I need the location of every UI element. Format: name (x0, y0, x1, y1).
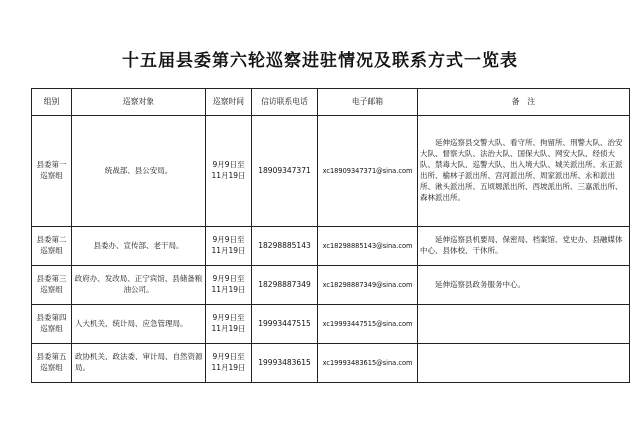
table-row (32, 305, 630, 344)
table-row (32, 266, 630, 305)
column-header-note: 备 注 (418, 89, 630, 116)
phone-number: 18298887349 (258, 279, 311, 289)
note-cell (418, 344, 630, 383)
group-cell (32, 344, 72, 383)
column-header-target: 巡察对象 (72, 89, 206, 116)
inspection-table (31, 88, 630, 383)
email-address: xc18298887349@sina.com (322, 280, 413, 289)
note-cell (418, 227, 630, 266)
email-cell (318, 266, 418, 305)
email-cell (318, 227, 418, 266)
time-line: 11月19日 (211, 324, 246, 333)
target-cell: 统战部、县公安局。 (72, 116, 206, 227)
group-line: 县委第三 (36, 274, 67, 284)
email-address: xc18909347371@sina.com (322, 166, 413, 175)
phone-number: 18298885143 (258, 240, 311, 250)
column-header-time: 巡察时间 (206, 89, 252, 116)
time-cell (206, 344, 252, 383)
group-cell (32, 266, 72, 305)
time-cell (206, 266, 252, 305)
time-cell (206, 305, 252, 344)
note-text: 延伸巡察县交警大队、看守所、拘留所、刑警大队、治安大队、督察大队、法治大队、国保大队、网安大队、经侦大队、禁毒大队、巡警大队、出入境大队、城关派出所、永正派出所、榆林子派出所、宫河派出所、周家派出所、永和派出所、湫头派出所、五顷塬派出所、西坡派出所、三嘉派出所、森林派出所。 (420, 138, 623, 202)
group-line: 巡察组 (40, 324, 63, 333)
note-cell (418, 116, 630, 227)
group-cell (32, 305, 72, 344)
group-line: 巡察组 (40, 363, 63, 372)
phone-cell (252, 266, 318, 305)
phone-number: 19993447515 (258, 318, 311, 328)
group-line: 巡察组 (40, 171, 63, 180)
column-header-email: 电子邮箱 (318, 89, 418, 116)
email-cell (318, 116, 418, 227)
target-cell: 政府办、发改局、正宁宾馆、县储备粮油公司。 (72, 266, 206, 305)
email-cell (318, 344, 418, 383)
table-header-row (32, 89, 630, 116)
column-header-phone: 信访联系电话 (252, 89, 318, 116)
phone-number: 19993483615 (258, 357, 311, 367)
table-row (32, 227, 630, 266)
page-title: 十五届县委第六轮巡察进驻情况及联系方式一览表 (122, 51, 518, 71)
group-cell (32, 116, 72, 227)
time-line: 9月9日至 (212, 235, 245, 245)
time-line: 9月9日至 (212, 160, 245, 170)
target-cell: 人大机关、统计局、应急管理局。 (72, 305, 206, 344)
group-line: 县委第一 (36, 160, 67, 170)
time-line: 11月19日 (211, 363, 246, 372)
time-line: 9月9日至 (212, 274, 245, 284)
table-row (32, 116, 630, 227)
phone-cell (252, 227, 318, 266)
time-line: 11月19日 (211, 171, 246, 180)
email-address: xc19993483615@sina.com (322, 358, 413, 367)
note-cell (418, 266, 630, 305)
phone-cell (252, 344, 318, 383)
table-row (32, 344, 630, 383)
time-cell (206, 116, 252, 227)
time-line: 9月9日至 (212, 313, 245, 323)
email-address: xc19993447515@sina.com (322, 319, 413, 328)
time-line: 11月19日 (211, 285, 246, 294)
phone-cell (252, 305, 318, 344)
note-cell (418, 305, 630, 344)
group-line: 县委第四 (36, 313, 67, 323)
group-line: 县委第二 (36, 235, 67, 245)
time-line: 9月9日至 (212, 352, 245, 362)
group-cell (32, 227, 72, 266)
group-line: 县委第五 (36, 352, 67, 362)
note-text: 延伸巡察县机要局、保密局、档案馆、党史办、县融媒体中心、县体校、干休所。 (420, 235, 623, 255)
group-line: 巡察组 (40, 285, 63, 294)
target-cell: 政协机关、政法委、审计局、自然资源局。 (72, 344, 206, 383)
email-address: xc18298885143@sina.com (322, 241, 413, 250)
phone-cell (252, 116, 318, 227)
note-text: 延伸巡察县政务服务中心。 (435, 279, 525, 289)
time-line: 11月19日 (211, 246, 246, 255)
group-line: 巡察组 (40, 246, 63, 255)
target-cell: 县委办、宣传部、老干局。 (72, 227, 206, 266)
column-header-group: 组别 (32, 89, 72, 116)
time-cell (206, 227, 252, 266)
email-cell (318, 305, 418, 344)
phone-number: 18909347371 (258, 165, 311, 175)
